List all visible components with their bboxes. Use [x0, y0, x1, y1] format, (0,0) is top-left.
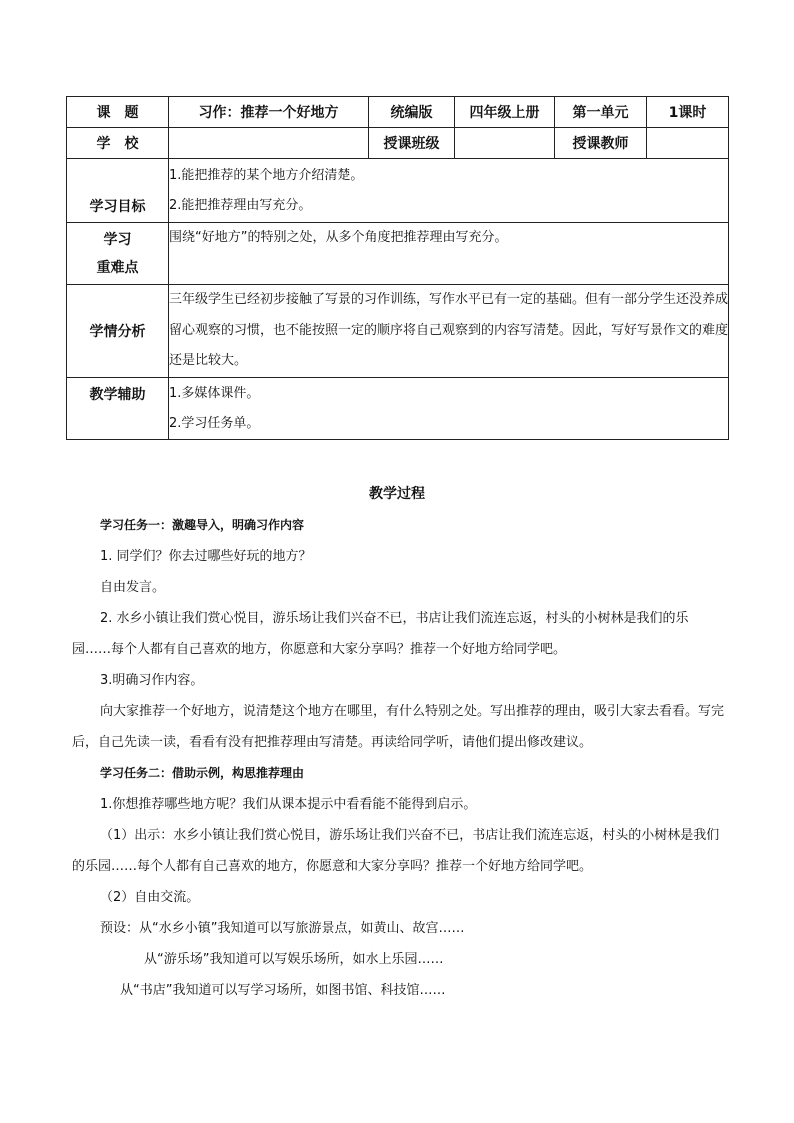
- difficulty-label-line2: 重难点: [96, 259, 139, 276]
- lesson-info-table: [66, 96, 729, 440]
- goals-cell: [169, 159, 729, 223]
- aids-cell: [169, 378, 729, 440]
- paragraph: 自由发言。: [100, 580, 166, 595]
- paragraph: （1）出示：水乡小镇让我们赏心悦目，游乐场让我们兴奋不已，书店让我们流连忘返，村头的小树林是我们的乐园……每个人都有自己喜欢的地方，你愿意和大家分享吗？推荐一个好地方给同学吧。: [72, 828, 720, 874]
- difficulty-label: [67, 223, 169, 285]
- paragraph: 预设：从“水乡小镇”我知道可以写旅游景点，如黄山、故宫……: [100, 921, 465, 936]
- aid-item: 1.多媒体课件。: [169, 385, 260, 401]
- goals-label: 学习目标: [67, 159, 169, 223]
- topic-label: 课 题: [67, 97, 169, 128]
- school-label: 学 校: [67, 128, 169, 159]
- paragraph: 从“游乐场”我知道可以写娱乐场所，如水上乐园……: [144, 952, 444, 967]
- table-row: [67, 97, 729, 128]
- goal-item: 2.能把推荐理由写充分。: [169, 197, 312, 213]
- section-title: 教学过程: [369, 486, 425, 502]
- unit-value: 第一单元: [555, 97, 647, 128]
- table-row: [67, 285, 729, 378]
- table-row: [67, 378, 729, 440]
- aids-label: 教学辅助: [67, 378, 169, 440]
- difficulty-label-line1: 学习: [103, 231, 132, 248]
- paragraph: 从“书店”我知道可以写学习场所，如图书馆、科技馆……: [120, 983, 446, 998]
- analysis-label: 学情分析: [67, 285, 169, 378]
- task-heading: 学习任务一：激趣导入，明确习作内容: [100, 518, 305, 532]
- table-row: [67, 159, 729, 223]
- paragraph: （2）自由交流。: [100, 890, 200, 905]
- paragraph: 2. 水乡小镇让我们赏心悦目，游乐场让我们兴奋不已，书店让我们流连忘返，村头的小树林是我们的乐园……每个人都有自己喜欢的地方，你愿意和大家分享吗？推荐一个好地方给同学吧。: [72, 611, 689, 657]
- process-body: [72, 510, 724, 1006]
- table-row: [67, 128, 729, 159]
- teacher-value: [647, 128, 729, 159]
- analysis-text: 三年级学生已经初步接触了写景的习作训练，写作水平已有一定的基础。但有一部分学生还没养成留心观察的习惯，也不能按照一定的顺序将自己观察到的内容写清楚。因此，写好写景作文的难度还是比较大。: [169, 285, 729, 378]
- edition-value: 统编版: [369, 97, 455, 128]
- paragraph: 1. 同学们？你去过哪些好玩的地方？: [100, 549, 312, 564]
- school-value: [169, 128, 369, 159]
- aid-item: 2.学习任务单。: [169, 415, 260, 431]
- topic-value: 习作：推荐一个好地方: [169, 97, 369, 128]
- goal-item: 1.能把推荐的某个地方介绍清楚。: [169, 167, 364, 183]
- grade-value: 四年级上册: [455, 97, 555, 128]
- class-value: [455, 128, 555, 159]
- teacher-label: 授课教师: [555, 128, 647, 159]
- paragraph: 向大家推荐一个好地方，说清楚这个地方在哪里，有什么特别之处。写出推荐的理由，吸引大家去看看。写完后，自己先读一读，看看有没有把推荐理由写清楚。再读给同学听，请他们提出修改建议。: [72, 704, 725, 750]
- table-row: [67, 223, 729, 285]
- paragraph: 3.明确习作内容。: [100, 673, 204, 688]
- class-label: 授课班级: [369, 128, 455, 159]
- difficulty-text: 围绕“好地方”的特别之处，从多个角度把推荐理由写充分。: [169, 223, 729, 285]
- paragraph: 1.你想推荐哪些地方呢？我们从课本提示中看看能不能得到启示。: [100, 797, 477, 812]
- hours-value: 1课时: [647, 97, 729, 128]
- task-heading: 学习任务二：借助示例，构思推荐理由: [100, 766, 305, 780]
